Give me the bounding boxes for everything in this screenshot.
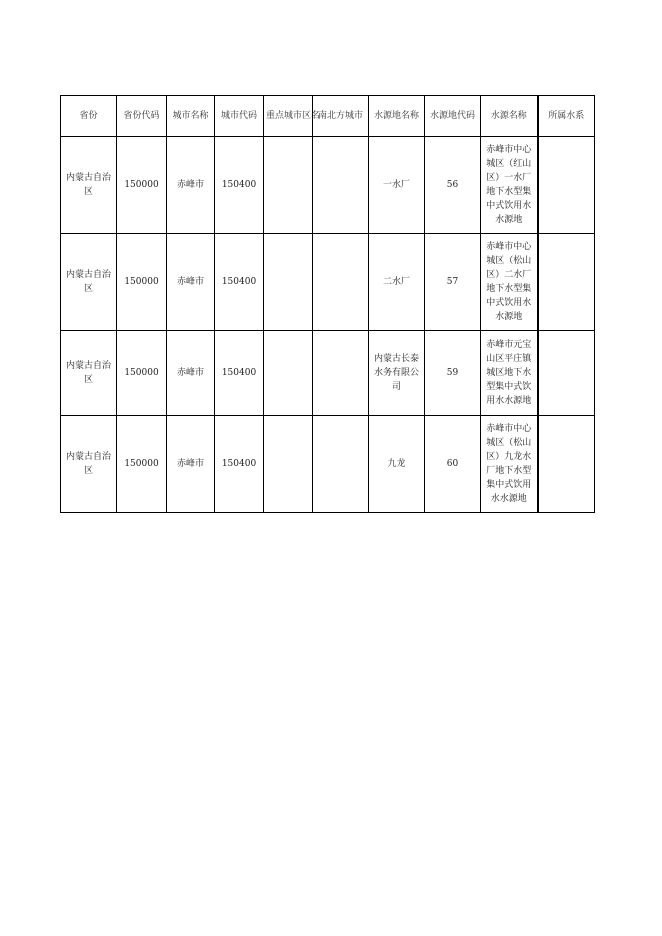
cell-source-name: 一水厂 (369, 137, 425, 234)
cell-north-south (313, 234, 369, 331)
cell-water-name: 赤峰市中心城区（松山区）九龙水厂地下水型集中式饮用水水源地 (481, 416, 538, 513)
table-row (61, 416, 595, 513)
cell-province: 内蒙古自治区 (61, 137, 117, 234)
cell-water-name: 赤峰市元宝山区平庄镇城区地下水型集中式饮用水水源地 (481, 331, 538, 416)
cell-water-name: 赤峰市中心城区（红山区）一水厂地下水型集中式饮用水水源地 (481, 137, 538, 234)
header-source-code: 水源地代码 (425, 96, 481, 137)
cell-water-system (538, 234, 595, 331)
cell-source-name: 九龙 (369, 416, 425, 513)
header-city-code: 城市代码 (215, 96, 264, 137)
cell-province-code: 150000 (117, 416, 167, 513)
cell-water-name: 赤峰市中心城区（松山区）二水厂地下水型集中式饮用水水源地 (481, 234, 538, 331)
cell-key-city (264, 331, 313, 416)
header-water-system: 所属水系 (538, 96, 595, 137)
cell-source-name: 内蒙古长泰水务有限公司 (369, 331, 425, 416)
cell-water-system (538, 331, 595, 416)
cell-key-city (264, 234, 313, 331)
cell-key-city (264, 416, 313, 513)
header-water-name: 水源名称 (481, 96, 538, 137)
cell-city: 赤峰市 (167, 234, 215, 331)
cell-source-code: 59 (425, 331, 481, 416)
cell-city-code: 150400 (215, 234, 264, 331)
cell-source-name: 二水厂 (369, 234, 425, 331)
cell-province-code: 150000 (117, 137, 167, 234)
header-province-code: 省份代码 (117, 96, 167, 137)
cell-province-code: 150000 (117, 331, 167, 416)
cell-key-city (264, 137, 313, 234)
cell-province-code: 150000 (117, 234, 167, 331)
table-row (61, 234, 595, 331)
cell-water-system (538, 137, 595, 234)
cell-city: 赤峰市 (167, 331, 215, 416)
cell-city: 赤峰市 (167, 416, 215, 513)
water-source-table (60, 95, 595, 513)
header-source-name: 水源地名称 (369, 96, 425, 137)
cell-source-code: 60 (425, 416, 481, 513)
cell-north-south (313, 416, 369, 513)
header-row (61, 96, 595, 137)
header-north-south-city: 南北方城市 (313, 96, 369, 137)
cell-city: 赤峰市 (167, 137, 215, 234)
header-city-name: 城市名称 (167, 96, 215, 137)
cell-city-code: 150400 (215, 137, 264, 234)
cell-province: 内蒙古自治区 (61, 416, 117, 513)
header-key-city-district: 重点城市区名 (264, 96, 313, 137)
header-province: 省份 (61, 96, 117, 137)
cell-source-code: 56 (425, 137, 481, 234)
cell-water-system (538, 416, 595, 513)
cell-province: 内蒙古自治区 (61, 331, 117, 416)
cell-city-code: 150400 (215, 331, 264, 416)
table-row (61, 137, 595, 234)
cell-city-code: 150400 (215, 416, 264, 513)
cell-province: 内蒙古自治区 (61, 234, 117, 331)
cell-north-south (313, 331, 369, 416)
table-row (61, 331, 595, 416)
cell-source-code: 57 (425, 234, 481, 331)
cell-north-south (313, 137, 369, 234)
